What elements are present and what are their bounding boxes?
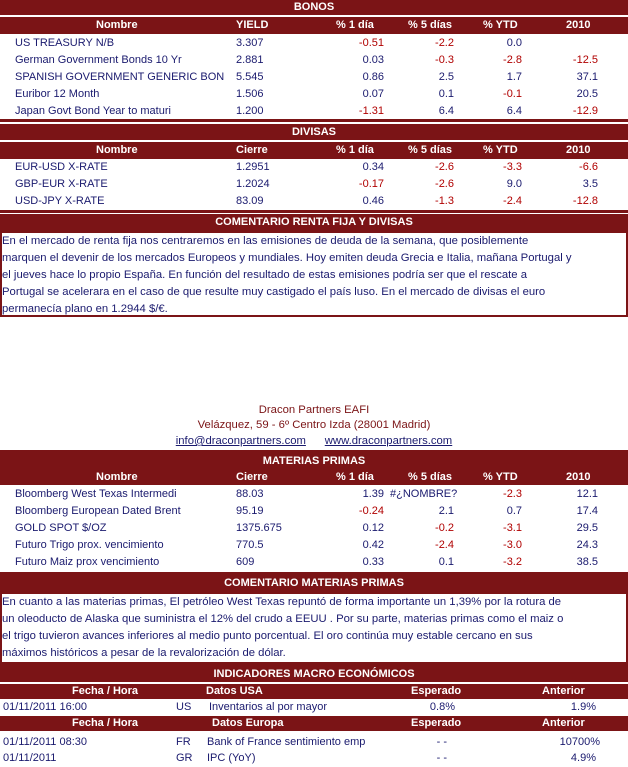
dia-cell: -0.51 <box>358 37 384 49</box>
table-row <box>0 103 628 120</box>
col-1dia: % 1 día <box>336 144 374 156</box>
ytd-cell: 0.7 <box>506 505 522 517</box>
nombre-cell: Euribor 12 Month <box>15 88 100 100</box>
y2010-cell: -12.9 <box>572 105 598 117</box>
value-cell: 2.881 <box>236 54 264 66</box>
country-cell: US <box>176 701 192 713</box>
col-cierre: Cierre <box>236 144 268 156</box>
table-row <box>0 86 628 103</box>
cinco-dias-cell: -0.3 <box>435 54 454 66</box>
ytd-cell: -3.0 <box>503 539 522 551</box>
dia-cell: -0.17 <box>358 178 384 190</box>
nombre-cell: Bloomberg West Texas Intermedi <box>15 488 177 500</box>
col-5dias: % 5 días <box>408 144 453 156</box>
value-cell: 88.03 <box>236 488 264 500</box>
table-row <box>0 176 628 193</box>
col-5dias: % 5 días <box>408 19 453 31</box>
esperado-cell: - - <box>436 752 447 764</box>
ytd-cell: 6.4 <box>506 105 522 117</box>
col-anterior: Anterior <box>542 685 585 697</box>
table-row <box>0 193 628 210</box>
table-row <box>0 69 628 86</box>
anterior-cell: 1.9% <box>570 701 596 713</box>
dia-cell: 0.86 <box>362 71 384 83</box>
table-row <box>0 520 628 537</box>
y2010-cell: -12.5 <box>572 54 598 66</box>
y2010-cell: 20.5 <box>576 88 598 100</box>
dia-cell: 0.07 <box>362 88 384 100</box>
col-datos-europa: Datos Europa <box>212 717 284 729</box>
value-cell: 83.09 <box>236 195 264 207</box>
value-cell: 3.307 <box>236 37 264 49</box>
cinco-dias-cell: -0.2 <box>435 522 454 534</box>
fecha-cell: 01/11/2011 08:30 <box>3 736 88 748</box>
fecha-cell: 01/11/2011 16:00 <box>3 701 88 713</box>
cinco-dias-cell: -2.2 <box>435 37 454 49</box>
materias-title: MATERIAS PRIMAS <box>0 453 628 469</box>
fecha-cell: 01/11/2011 <box>3 752 57 764</box>
cinco-dias-cell: 0.1 <box>438 88 454 100</box>
cinco-dias-cell: #¿NOMBRE? <box>390 488 458 500</box>
ytd-cell: 1.7 <box>506 71 522 83</box>
cinco-dias-cell: 6.4 <box>438 105 454 117</box>
col-fecha: Fecha / Hora <box>72 685 139 697</box>
email-link[interactable]: info@draconpartners.com <box>175 435 306 447</box>
dia-cell: -1.31 <box>358 105 384 117</box>
nombre-cell: US TREASURY N/B <box>15 37 115 49</box>
ytd-cell: 9.0 <box>506 178 522 190</box>
macro-eu-row <box>0 734 628 750</box>
bonos-header-row <box>0 17 628 34</box>
text-line: En el mercado de renta fija nos centraremos en las emisiones de deuda de la semana, que posiblemente <box>2 235 529 247</box>
value-cell: 1375.675 <box>236 522 282 534</box>
dia-cell: 0.46 <box>362 195 384 207</box>
ytd-cell: -3.3 <box>503 161 522 173</box>
col-nombre: Nombre <box>96 471 138 483</box>
separator <box>0 210 628 213</box>
nombre-cell: GBP-EUR X-RATE <box>15 178 108 190</box>
cinco-dias-cell: -2.6 <box>435 178 454 190</box>
ytd-cell: -2.8 <box>503 54 522 66</box>
value-cell: 1.2024 <box>236 178 270 190</box>
anterior-cell: 4.9% <box>570 752 596 764</box>
text-line: el jueves hace lo propio España. En función del resultado de estas emisiones podría ser que el rescate a <box>2 269 528 281</box>
macro-usa-row <box>0 700 628 715</box>
separator <box>0 119 628 122</box>
col-datos-usa: Datos USA <box>206 685 263 697</box>
dia-cell: 0.03 <box>362 54 384 66</box>
ytd-cell: -2.4 <box>503 195 522 207</box>
table-row <box>0 35 628 52</box>
nombre-cell: SPANISH GOVERNMENT GENERIC BON <box>15 71 225 83</box>
macro-usa-header-row <box>0 684 628 699</box>
y2010-cell: 12.1 <box>576 488 598 500</box>
ytd-cell: -3.2 <box>503 556 522 568</box>
nombre-cell: Bloomberg European Dated Brent <box>15 505 181 517</box>
dato-cell: Inventarios al por mayor <box>209 701 327 713</box>
table-row <box>0 537 628 554</box>
comentario-mp-text <box>2 594 624 662</box>
col-2010: 2010 <box>566 19 591 31</box>
comentario-rf-text <box>2 233 624 318</box>
ytd-cell: -0.1 <box>503 88 522 100</box>
dia-cell: -0.24 <box>358 505 384 517</box>
divisas-header-row <box>0 142 628 159</box>
esperado-cell: 0.8% <box>429 701 455 713</box>
cinco-dias-cell: -1.3 <box>435 195 454 207</box>
nombre-cell: GOLD SPOT $/OZ <box>15 522 107 534</box>
value-cell: 1.200 <box>236 105 264 117</box>
comentario-mp-title: COMENTARIO MATERIAS PRIMAS <box>0 575 628 592</box>
dia-cell: 0.34 <box>362 161 384 173</box>
dia-cell: 0.33 <box>362 556 384 568</box>
ytd-cell: -2.3 <box>503 488 522 500</box>
materias-header-row <box>0 469 628 485</box>
text-line: máximos históricos a pesar de la revalorización de dólar. <box>2 647 286 659</box>
col-ytd: % YTD <box>483 144 518 156</box>
nombre-cell: USD-JPY X-RATE <box>15 195 105 207</box>
value-cell: 5.545 <box>236 71 264 83</box>
dia-cell: 0.12 <box>362 522 384 534</box>
dato-cell: IPC (YoY) <box>207 752 256 764</box>
nombre-cell: EUR-USD X-RATE <box>15 161 108 173</box>
nombre-cell: Japan Govt Bond Year to maturi <box>15 105 171 117</box>
nombre-cell: Futuro Trigo prox. vencimiento <box>15 539 164 551</box>
col-1dia: % 1 día <box>336 471 374 483</box>
text-line: marquen el devenir de los mercados Europeos y mundiales. Hoy emiten deuda Grecia e Italia, mañana Portugal y <box>2 252 572 264</box>
dia-cell: 1.39 <box>362 488 384 500</box>
y2010-cell: 37.1 <box>576 71 598 83</box>
cinco-dias-cell: 2.1 <box>438 505 454 517</box>
text-line: un oleoducto de Alaska que suministra el 12% del crudo a EEUU . Por su parte, materias primas como el maiz o <box>2 613 564 625</box>
anterior-cell: 10700% <box>559 736 600 748</box>
y2010-cell: -6.6 <box>579 161 598 173</box>
y2010-cell: 17.4 <box>576 505 598 517</box>
col-anterior: Anterior <box>542 717 585 729</box>
col-cierre: Cierre <box>236 471 268 483</box>
col-yield: YIELD <box>236 19 269 31</box>
cinco-dias-cell: -2.4 <box>435 539 454 551</box>
y2010-cell: 3.5 <box>582 178 598 190</box>
table-row <box>0 52 628 69</box>
web-link[interactable]: www.draconpartners.com <box>324 435 453 447</box>
y2010-cell: 29.5 <box>576 522 598 534</box>
table-row <box>0 503 628 520</box>
table-row <box>0 486 628 503</box>
col-1dia: % 1 día <box>336 19 374 31</box>
col-esperado: Esperado <box>411 685 462 697</box>
col-esperado: Esperado <box>411 717 462 729</box>
ytd-cell: -3.1 <box>503 522 522 534</box>
y2010-cell: 38.5 <box>576 556 598 568</box>
table-row <box>0 554 628 571</box>
country-cell: FR <box>176 736 191 748</box>
value-cell: 1.506 <box>236 88 264 100</box>
company-address: Velázquez, 59 - 6º Centro Izda (28001 Madrid) <box>197 419 431 431</box>
nombre-cell: Futuro Maiz prox vencimiento <box>15 556 160 568</box>
text-line: Portugal se acelerara en el caso de que resulte muy castigado el país luso. En el mercado de divisas el euro <box>2 286 546 298</box>
text-line: el trigo tuvieron avances inferiores al medio punto porcentual. El oro continúa muy estable cercano en sus <box>2 630 533 642</box>
col-2010: 2010 <box>566 144 591 156</box>
comentario-rf-title: COMENTARIO RENTA FIJA Y DIVISAS <box>0 214 628 231</box>
company-name: Dracon Partners EAFI <box>258 404 370 416</box>
col-ytd: % YTD <box>483 19 518 31</box>
divisas-title: DIVISAS <box>0 124 628 140</box>
value-cell: 770.5 <box>236 539 264 551</box>
cinco-dias-cell: 0.1 <box>438 556 454 568</box>
dato-cell: Bank of France sentimiento emp <box>207 736 366 748</box>
macro-eu-row <box>0 750 628 766</box>
value-cell: 609 <box>236 556 255 568</box>
value-cell: 95.19 <box>236 505 264 517</box>
col-fecha: Fecha / Hora <box>72 717 139 729</box>
text-line: En cuanto a las materias primas, El petróleo West Texas repuntó de forma importante un 1,39% por la rotura de <box>2 596 562 608</box>
col-ytd: % YTD <box>483 471 518 483</box>
col-5dias: % 5 días <box>408 471 453 483</box>
dia-cell: 0.42 <box>362 539 384 551</box>
bonos-title: BONOS <box>0 0 628 15</box>
col-2010: 2010 <box>566 471 591 483</box>
esperado-cell: - - <box>436 736 447 748</box>
text-line: permanecía plano en 1.2944 $/€. <box>2 303 168 315</box>
value-cell: 1.2951 <box>236 161 270 173</box>
macro-title: INDICADORES MACRO ECONÓMICOS <box>0 667 628 682</box>
contact-links <box>0 435 628 447</box>
col-nombre: Nombre <box>96 19 138 31</box>
ytd-cell: 0.0 <box>506 37 522 49</box>
country-cell: GR <box>176 752 193 764</box>
y2010-cell: 24.3 <box>576 539 598 551</box>
table-row <box>0 159 628 176</box>
cinco-dias-cell: -2.6 <box>435 161 454 173</box>
macro-eu-header-row <box>0 716 628 731</box>
y2010-cell: -12.8 <box>572 195 598 207</box>
cinco-dias-cell: 2.5 <box>438 71 454 83</box>
nombre-cell: German Government Bonds 10 Yr <box>15 54 182 66</box>
col-nombre: Nombre <box>96 144 138 156</box>
